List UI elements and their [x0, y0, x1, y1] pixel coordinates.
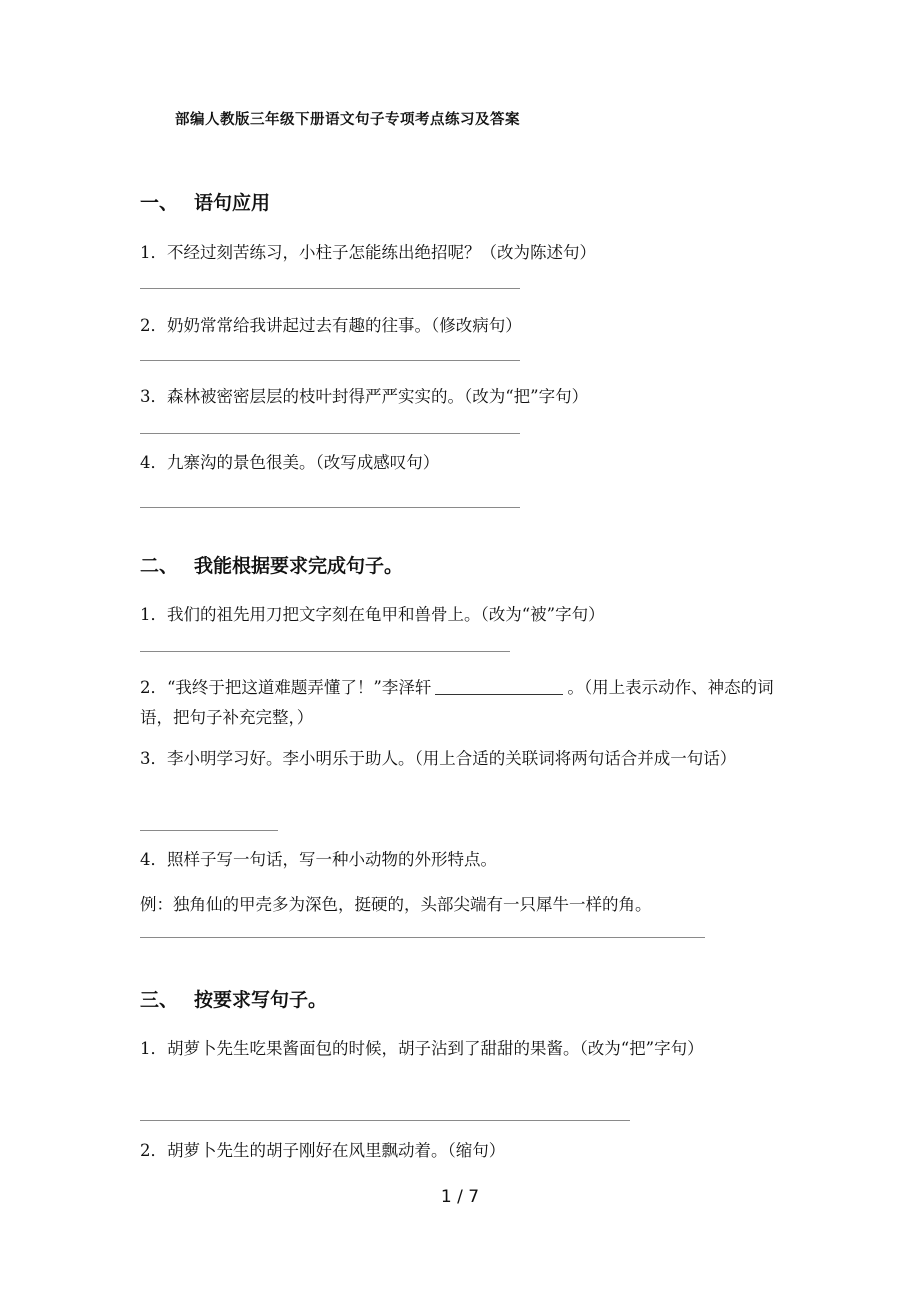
answer-line-2-4[interactable]	[140, 937, 705, 938]
section-number: 一、	[140, 192, 179, 214]
question-1-1: 1．不经过刻苦练习，小柱子怎能练出绝招呢？（改为陈述句）	[140, 243, 596, 262]
section-number: 三、	[140, 989, 179, 1011]
question-2-2-start: 2．“我终于把这道难题弄懂了！”李泽轩	[140, 678, 432, 697]
answer-line-1-4[interactable]	[140, 507, 520, 508]
question-3-1: 1．胡萝卜先生吃果酱面包的时候，胡子沾到了甜甜的果酱。（改为“把”字句）	[140, 1039, 704, 1058]
section-heading-1	[140, 188, 270, 215]
question-2-4: 4．照样子写一句话，写一种小动物的外形特点。	[140, 850, 497, 869]
section-heading-2	[140, 551, 403, 578]
section-title: 按要求写句子。	[194, 989, 328, 1011]
question-2-1: 1．我们的祖先用刀把文字刻在龟甲和兽骨上。（改为“被”字句）	[140, 605, 605, 624]
question-3-2: 2．胡萝卜先生的胡子刚好在风里飘动着。（缩句）	[140, 1141, 506, 1160]
question-2-2	[140, 673, 786, 733]
section-title: 语句应用	[194, 192, 271, 214]
section-title: 我能根据要求完成句子。	[194, 555, 404, 577]
fill-blank[interactable]	[435, 676, 563, 695]
answer-line-1-3[interactable]	[140, 433, 520, 434]
question-2-3: 3．李小明学习好。李小明乐于助人。（用上合适的关联词将两句话合并成一句话）	[140, 749, 737, 768]
example-sentence: 例：独角仙的甲壳多为深色，挺硬的，头部尖端有一只犀牛一样的角。	[140, 895, 652, 914]
answer-line-3-1[interactable]	[140, 1120, 630, 1121]
question-1-4: 4．九寨沟的景色很美。（改写成感叹句）	[140, 453, 440, 472]
question-1-2: 2．奶奶常常给我讲起过去有趣的往事。（修改病句）	[140, 316, 522, 335]
question-1-3: 3．森林被密密层层的枝叶封得严严实实的。（改为“把”字句）	[140, 387, 589, 406]
section-heading-3	[140, 985, 327, 1012]
page-number: 1 / 7	[440, 1187, 480, 1207]
answer-line-1-1[interactable]	[140, 288, 520, 289]
answer-line-2-1[interactable]	[140, 651, 510, 652]
question-2-2-end: 。（用上表示动作、神态的词语，把句子补充完整，）	[140, 678, 774, 727]
answer-line-2-3[interactable]	[140, 830, 278, 831]
document-title: 部编人教版三年级下册语文句子专项考点练习及答案	[175, 112, 520, 128]
section-number: 二、	[140, 555, 179, 577]
answer-line-1-2[interactable]	[140, 360, 520, 361]
